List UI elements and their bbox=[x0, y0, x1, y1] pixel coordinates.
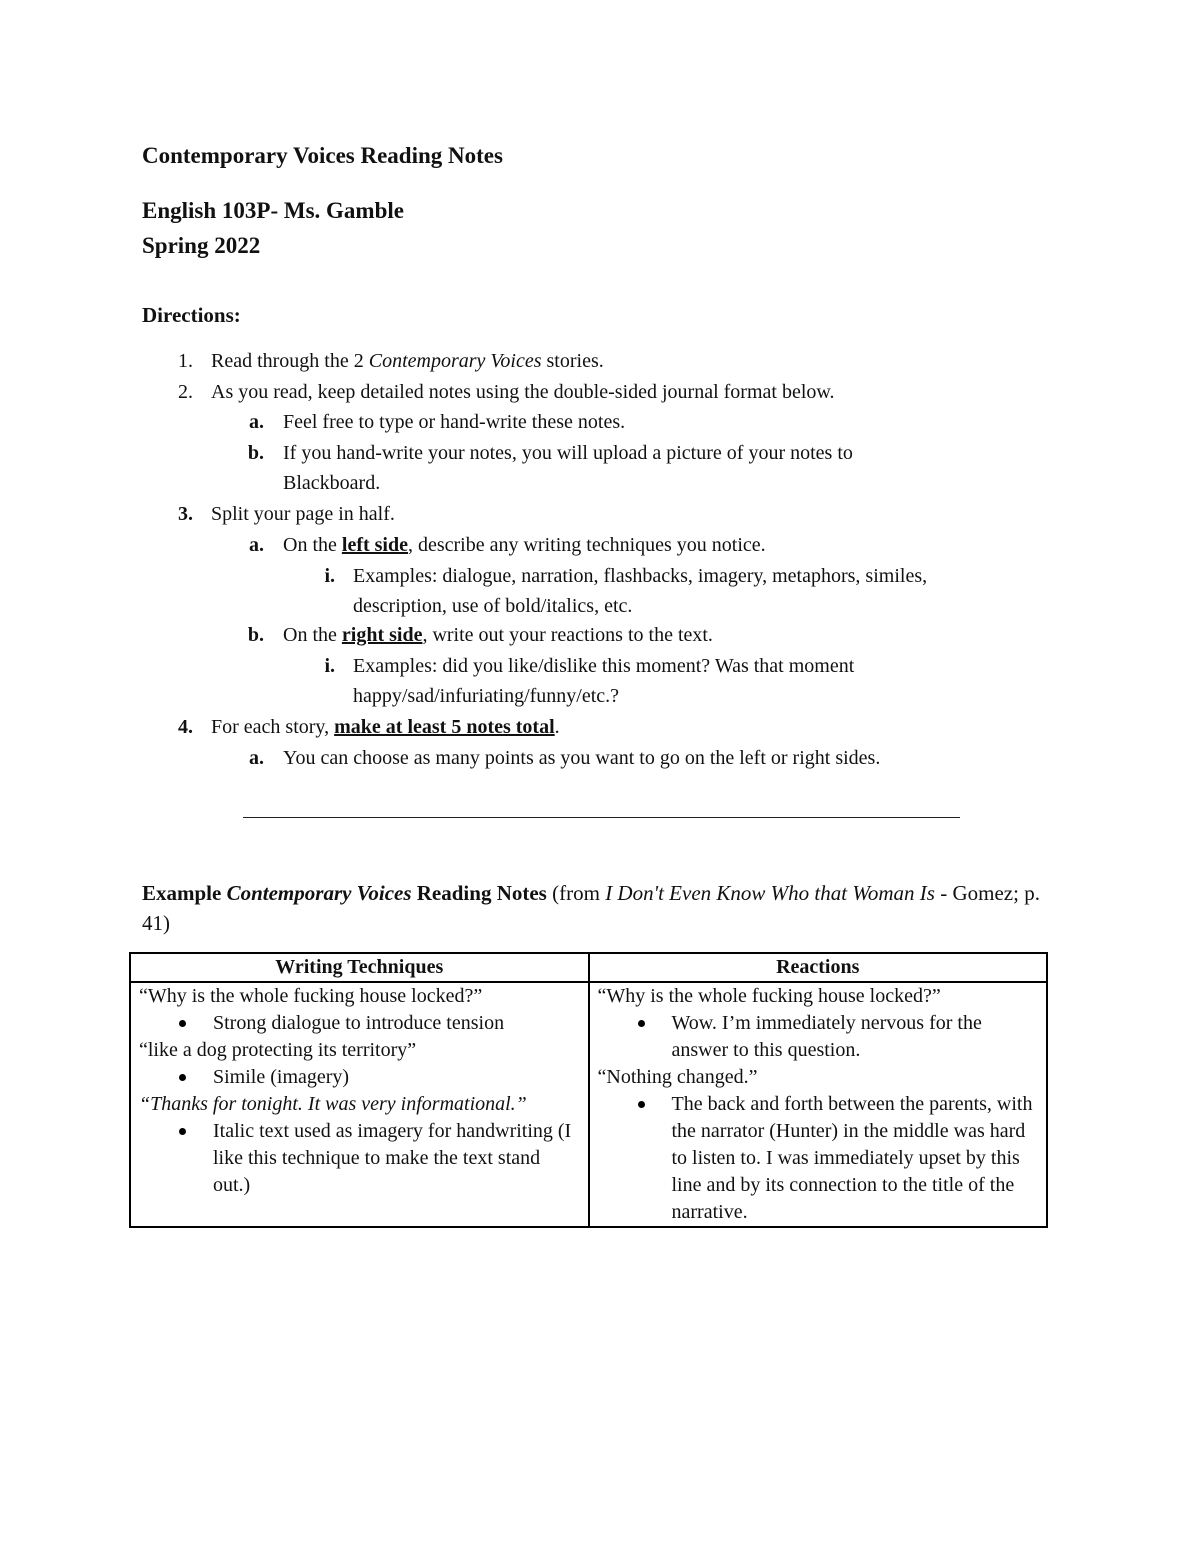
quote: “like a dog protecting its territory” bbox=[139, 1039, 417, 1061]
reactions-cell bbox=[589, 982, 1048, 1227]
list-marker: a. bbox=[249, 411, 264, 433]
course-name: English 103P- Ms. Gamble bbox=[142, 198, 404, 223]
course-term: Spring 2022 bbox=[142, 233, 261, 258]
direction-item: On the right side, write out your reactions to the text. bbox=[283, 624, 713, 646]
bullet-note: Simile (imagery) bbox=[139, 1064, 580, 1091]
column-header-reactions: Reactions bbox=[589, 953, 1048, 982]
list-marker: a. bbox=[249, 747, 264, 769]
direction-item: You can choose as many points as you want to go on the left or right sides. bbox=[283, 747, 881, 769]
bullet-note: Wow. I’m immediately nervous for the answer to this question. bbox=[598, 1010, 1039, 1064]
notes-table bbox=[129, 952, 1048, 1228]
quote: “Thanks for tonight. It was very informational.” bbox=[139, 1093, 527, 1115]
list-marker: b. bbox=[247, 624, 264, 646]
table-header-row bbox=[130, 953, 1047, 982]
direction-item: As you read, keep detailed notes using the double-sided journal format below. bbox=[211, 381, 835, 403]
column-header-writing-techniques: Writing Techniques bbox=[130, 953, 589, 982]
direction-item: On the left side, describe any writing techniques you notice. bbox=[283, 534, 766, 556]
list-marker: a. bbox=[249, 534, 264, 556]
list-marker: 1. bbox=[178, 350, 193, 372]
bullet-note: Italic text used as imagery for handwriting (I like this technique to make the text stand out.) bbox=[139, 1118, 580, 1199]
horizontal-rule bbox=[243, 817, 960, 818]
direction-item: Examples: dialogue, narration, flashbacks, imagery, metaphors, similes, description, use of bold/italics, etc. bbox=[353, 565, 928, 617]
direction-item: Split your page in half. bbox=[211, 503, 395, 525]
list-marker: b. bbox=[247, 442, 264, 464]
direction-item: For each story, make at least 5 notes total. bbox=[211, 716, 560, 738]
bullet-note: The back and forth between the parents, with the narrator (Hunter) in the middle was hard to listen to. I was immediately upset by this line and by its connection to the title of the narrative. bbox=[598, 1091, 1039, 1226]
list-marker: i. bbox=[324, 655, 335, 677]
quote: “Why is the whole fucking house locked?” bbox=[597, 985, 941, 1007]
directions-label: Directions: bbox=[142, 303, 241, 327]
list-marker: i. bbox=[324, 565, 335, 587]
document-title: Contemporary Voices Reading Notes bbox=[142, 143, 503, 168]
direction-item: Examples: did you like/dislike this moment? Was that moment happy/sad/infuriating/funny/etc.? bbox=[353, 655, 855, 707]
example-heading: Example Contemporary Voices Reading Notes (from I Don't Even Know Who that Woman Is - Gomez; p. 41) bbox=[142, 881, 1040, 935]
list-marker: 3. bbox=[178, 503, 193, 525]
writing-techniques-cell bbox=[130, 982, 589, 1227]
direction-item: Read through the 2 Contemporary Voices stories. bbox=[211, 350, 604, 372]
table-row bbox=[130, 982, 1047, 1227]
list-marker: 4. bbox=[178, 716, 193, 738]
direction-item: If you hand-write your notes, you will upload a picture of your notes to Blackboard. bbox=[283, 442, 853, 494]
quote: “Nothing changed.” bbox=[597, 1066, 758, 1088]
list-marker: 2. bbox=[178, 381, 193, 403]
course-info bbox=[142, 193, 404, 263]
bullet-note: Strong dialogue to introduce tension bbox=[139, 1010, 580, 1037]
direction-item: Feel free to type or hand-write these notes. bbox=[283, 411, 626, 433]
quote: “Why is the whole fucking house locked?” bbox=[139, 985, 483, 1007]
